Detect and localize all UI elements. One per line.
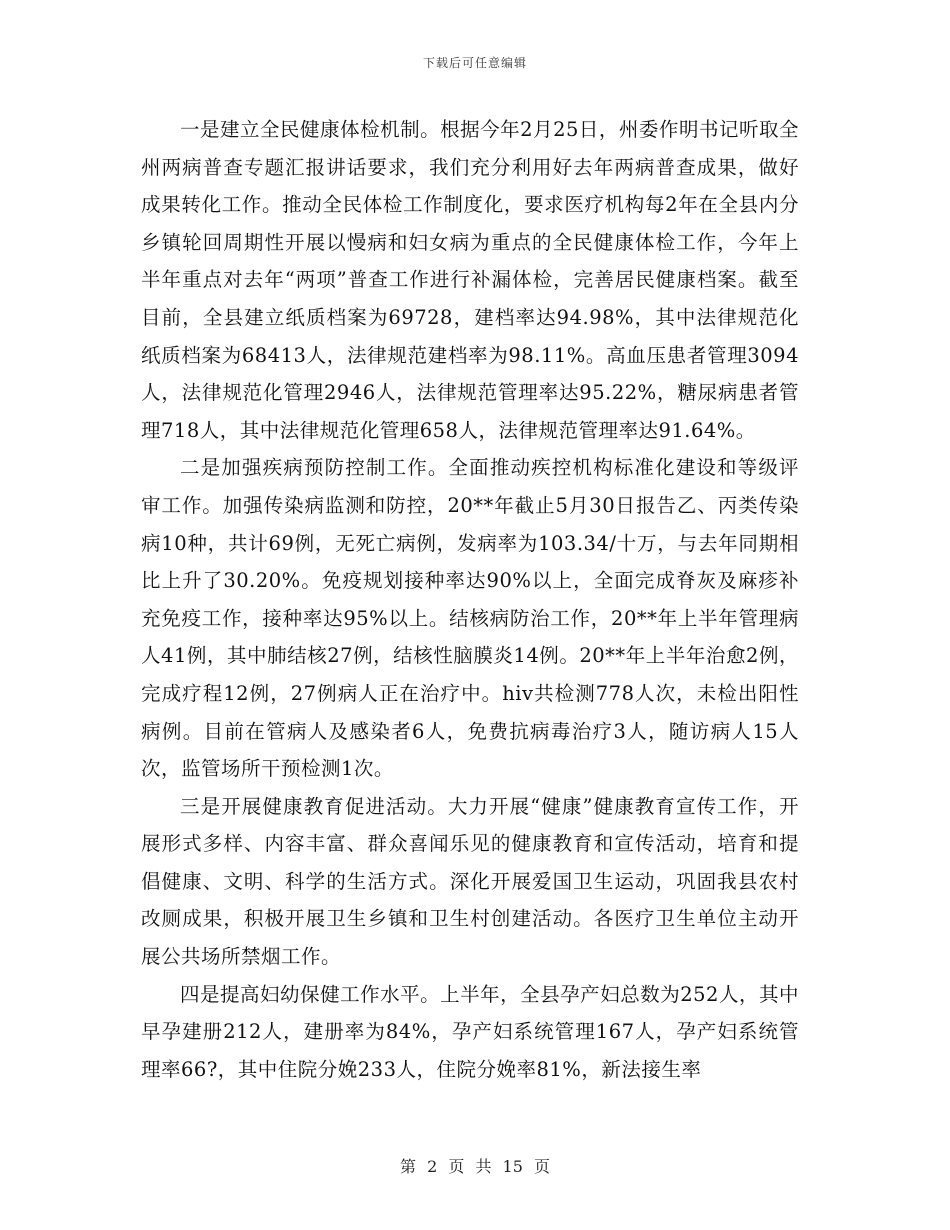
paragraph-maternal-child-health: 四是提高妇幼保健工作水平。上半年，全县孕产妇总数为252人，其中早孕建册212人，建册率为84%，孕产妇系统管理167人，孕产妇系统管理率66?，其中住院分娩233人，住院分娩率81%，新法接生率 bbox=[141, 982, 799, 1081]
paragraph-health-checkup: 一是建立全民健康体检机制。根据今年2月25日，州委作明书记听取全州两病普查专题汇报讲话要求，我们充分利用好去年两病普查成果，做好成果转化工作。推动全民体检工作制度化，要求医疗机构每2年在全县内分乡镇轮回周期性开展以慢病和妇女病为重点的全民健康体检工作，今年上半年重点对去年“两项”普查工作进行补漏体检，完善居民健康档案。截至目前，全县建立纸质档案为69728，建档率达94.98%，其中法律规范化纸质档案为68413人，法律规范建档率为98.11%。高血压患者管理3094人，法律规范化管理2946人，法律规范管理率达95.22%，糖尿病患者管理718人，其中法律规范化管理658人，法律规范管理率达91.64%。 bbox=[141, 118, 799, 442]
page-number: 第 2 页 共 15 页 bbox=[400, 1157, 550, 1176]
page-header-note: 下载后可任意编辑 bbox=[422, 56, 527, 70]
paragraph-disease-control: 二是加强疾病预防控制工作。全面推动疾控机构标准化建设和等级评审工作。加强传染病监测和防控，20**年截止5月30日报告乙、丙类传染病10种，共计69例，无死亡病例，发病率为103.34/十万，与去年同期相比上升了30.20%。免疫规划接种率达90%以上，全面完成脊灰及麻疹补充免疫工作，接种率达95%以上。结核病防治工作，20**年上半年管理病人41例，其中肺结核27例，结核性脑膜炎14例。20**年上半年治愈2例，完成疗程12例，27例病人正在治疗中。hiv共检测778人次，未检出阳性病例。目前在管病人及感染者6人，免费抗病毒治疗3人，随访病人15人次，监管场所干预检测1次。 bbox=[141, 456, 799, 781]
document-body bbox=[141, 111, 799, 1088]
paragraph-health-education: 三是开展健康教育促进活动。大力开展“健康”健康教育宣传工作，开展形式多样、内容丰富、群众喜闻乐见的健康教育和宣传活动，培育和提倡健康、文明、科学的生活方式。深化开展爱国卫生运动，巩固我县农村改厕成果，积极开展卫生乡镇和卫生村创建活动。各医疗卫生单位主动开展公共场所禁烟工作。 bbox=[141, 794, 799, 969]
